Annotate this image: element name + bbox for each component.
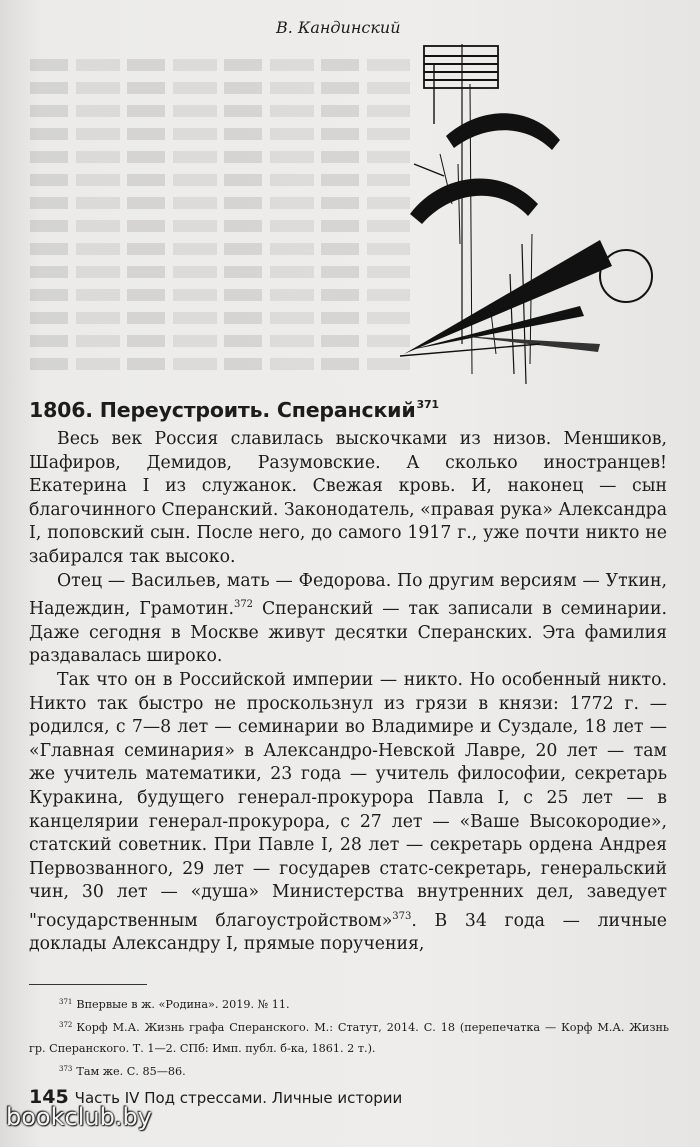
kandinsky-abstract-ornament-icon [400,44,660,384]
footnote-divider [29,984,147,985]
part-title: Часть IV Под стрессами. Личные истории [74,1089,403,1107]
footnote [29,1059,669,1082]
footnote [29,992,669,1015]
note-ref-372: 372 [233,599,254,611]
paragraph-1: Весь век Россия славилась выскочками из низов. Меншиков, Шафиров, Демидов, Разумовские. А сколько иностранцев! Екатерина I из служанок. Свежая кровь. И, наконец — сын благочинного Сперанский. Законодатель, «правая рука» Александра I, поповский сын. После него, до самого 1917 г., уже почти никто не забирался так высоко. [29,429,668,567]
footnote [29,1015,669,1059]
footnotes [29,992,669,1082]
paragraph-3 [29,669,667,957]
footnote-number: 373 [59,1065,73,1073]
footnote-number: 371 [59,998,73,1006]
footnote-text: Впервые в ж. «Родина». 2019. № 11. [76,998,290,1011]
note-ref-373: 373 [392,910,412,922]
paragraph-3-text-a: Так что он в Российской империи — никто. Но особенный никто. Никто так быстро не проскользнул из грязи в князи: 1772 г. — родился, с 7—8 лет — семинарии во Владимире и Суздале, 18 лет — «Главная семинария» в Александро-Невской Лавре, 20 лет — там же учитель математики, 23 года — учитель философии, секретарь Куракина, будущего генерал-прокурора Павла I, с 25 лет — в канцелярии генерал-прокурора, с 27 лет — «Ваше Высокородие», статский советник. При Павле I, 28 лет — секретарь ордена Андрея Первозванного, 29 лет — государев статс-секретарь, генеральский чин, 30 лет — «душа» Министерства внутренних дел, заведует "государственным благоустройством» [29,669,667,931]
heading-note-ref: 371 [416,398,439,411]
paragraph-3-text-b: . В 34 года — личные доклады Александру I, прямые поручения, [29,910,667,955]
bleed-through-text [30,48,410,388]
paragraph-2-text-b: Сперанский — так записали в семинарии. Даже сегодня в Москве живут десятки Сперанских. Эта фамилия раздавалась широко. [29,599,667,667]
section-heading [29,398,669,422]
running-title: В. Кандинский [276,18,401,37]
footnote-text: Там же. С. 85—86. [76,1065,186,1078]
footnote-number: 372 [59,1021,73,1029]
section-heading-text: 1806. Переустроить. Сперанский [29,398,416,422]
paragraph-2 [29,570,667,669]
watermark: bookclub.by [6,1103,152,1131]
body-text [29,428,667,957]
page-number: 145 [29,1086,69,1108]
footnote-text: Корф М.А. Жизнь графа Сперанского. М.: Статут, 2014. С. 18 (перепечатка — Корф М.А. Жизнь гр. Сперанского. Т. 1—2. СПб: Имп. публ. б-ка, 1861. 2 т.). [29,1021,669,1055]
paragraph-2-text-a: Отец — Васильев, мать — Федорова. По другим версиям — Уткин, Надеждин, Грамотин. [29,570,667,620]
